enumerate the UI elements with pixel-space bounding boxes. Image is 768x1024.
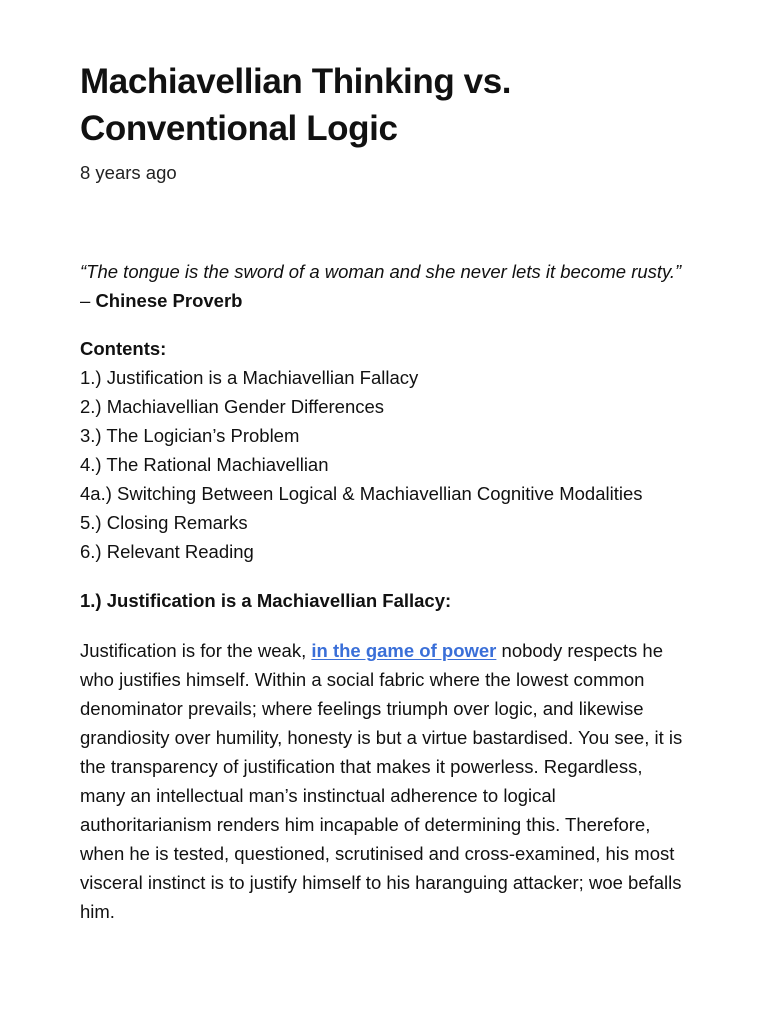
table-of-contents — [80, 334, 688, 566]
contents-item: 2.) Machiavellian Gender Differences — [80, 396, 385, 417]
contents-item: 3.) The Logician’s Problem — [80, 425, 300, 446]
quote-source: Chinese Proverb — [95, 290, 243, 311]
contents-heading: Contents: — [80, 338, 167, 359]
epigraph-quote — [80, 257, 688, 315]
article-title: Machiavellian Thinking vs. Conventional Logic — [80, 62, 512, 148]
contents-item: 6.) Relevant Reading — [80, 541, 254, 562]
contents-list — [80, 363, 688, 566]
paragraph-text-before-link: Justification is for the weak, — [80, 640, 312, 661]
section-paragraph — [80, 636, 688, 926]
paragraph-text-after-link: nobody respects he who justifies himself. Within a social fabric where the lowest common denominator prevails; where feelings triumph over logic, and likewise grandiosity over humility, honesty is but a virtue bastardised. You see, it is the transparency of justification that makes it powerless. Regardless, many an intellectual man’s instinctual adherence to logical authoritarianism renders him incapable of determining this. Therefore, when he is tested, questioned, scrutinised and cross-examined, his most visceral instinct is to justify himself to his haranguing attacker; woe befalls him. — [80, 640, 683, 922]
article-date: 8 years ago — [80, 162, 177, 183]
section-heading: 1.) Justification is a Machiavellian Fallacy: — [80, 590, 452, 611]
quote-text: “The tongue is the sword of a woman and she never lets it become rusty.” — [80, 261, 682, 282]
contents-item: 4a.) Switching Between Logical & Machiavellian Cognitive Modalities — [80, 483, 643, 504]
contents-item: 1.) Justification is a Machiavellian Fallacy — [80, 367, 419, 388]
game-of-power-link[interactable]: in the game of power — [311, 640, 497, 661]
contents-item: 4.) The Rational Machiavellian — [80, 454, 329, 475]
contents-item: 5.) Closing Remarks — [80, 512, 248, 533]
quote-separator: – — [80, 290, 96, 311]
